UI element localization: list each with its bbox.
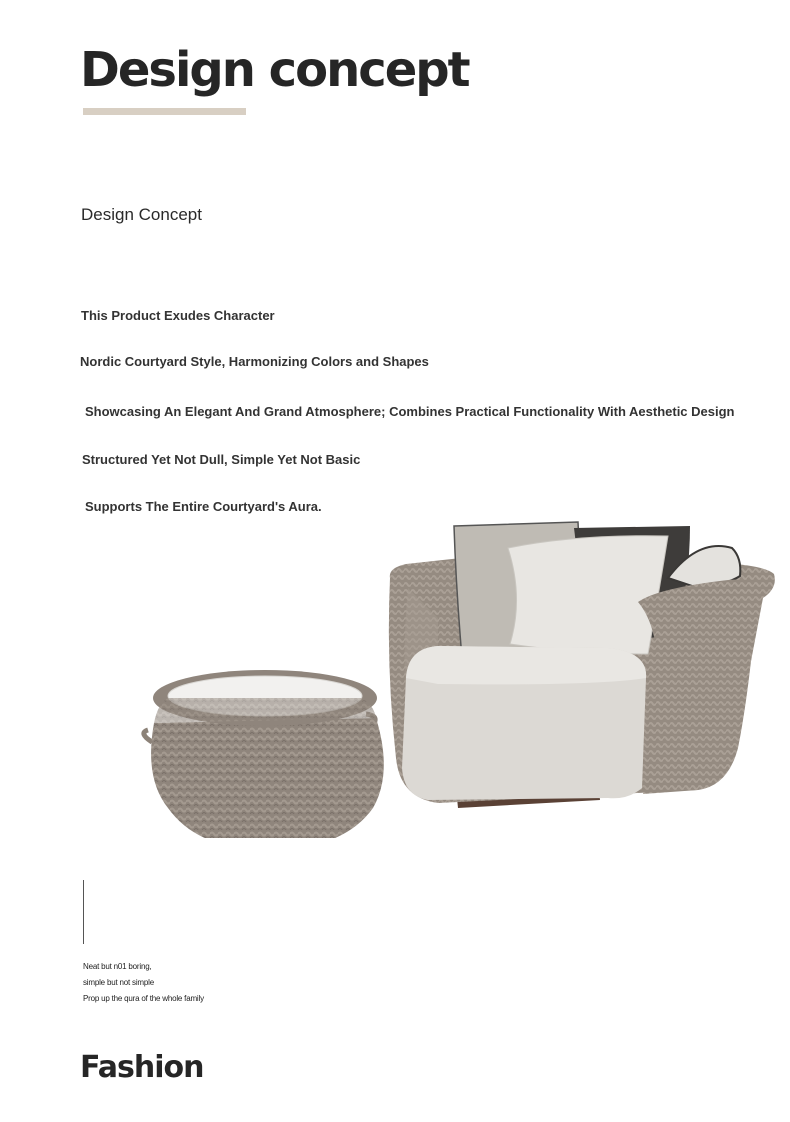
tagline-2: simple but not simple bbox=[83, 978, 154, 987]
fashion-heading: Fashion bbox=[80, 1050, 204, 1085]
rattan-armchair bbox=[389, 522, 775, 808]
concept-line-4: Structured Yet Not Dull, Simple Yet Not Basic bbox=[82, 452, 361, 467]
rattan-ottoman bbox=[144, 670, 384, 838]
concept-line-1: This Product Exudes Character bbox=[81, 308, 275, 323]
tagline-3: Prop up the qura of the whole family bbox=[83, 994, 204, 1003]
page-title: Design concept bbox=[80, 42, 469, 98]
furniture-photo bbox=[138, 518, 778, 838]
divider-line bbox=[83, 880, 84, 944]
tagline-1: Neat but n01 boring, bbox=[83, 962, 152, 971]
section-subtitle: Design Concept bbox=[81, 205, 202, 224]
concept-line-5: Supports The Entire Courtyard's Aura. bbox=[85, 499, 322, 514]
concept-line-2: Nordic Courtyard Style, Harmonizing Colors and Shapes bbox=[80, 354, 429, 369]
title-underline bbox=[83, 108, 246, 115]
concept-line-3: Showcasing An Elegant And Grand Atmosphere; Combines Practical Functionality With Aesthetic Design bbox=[85, 404, 735, 419]
